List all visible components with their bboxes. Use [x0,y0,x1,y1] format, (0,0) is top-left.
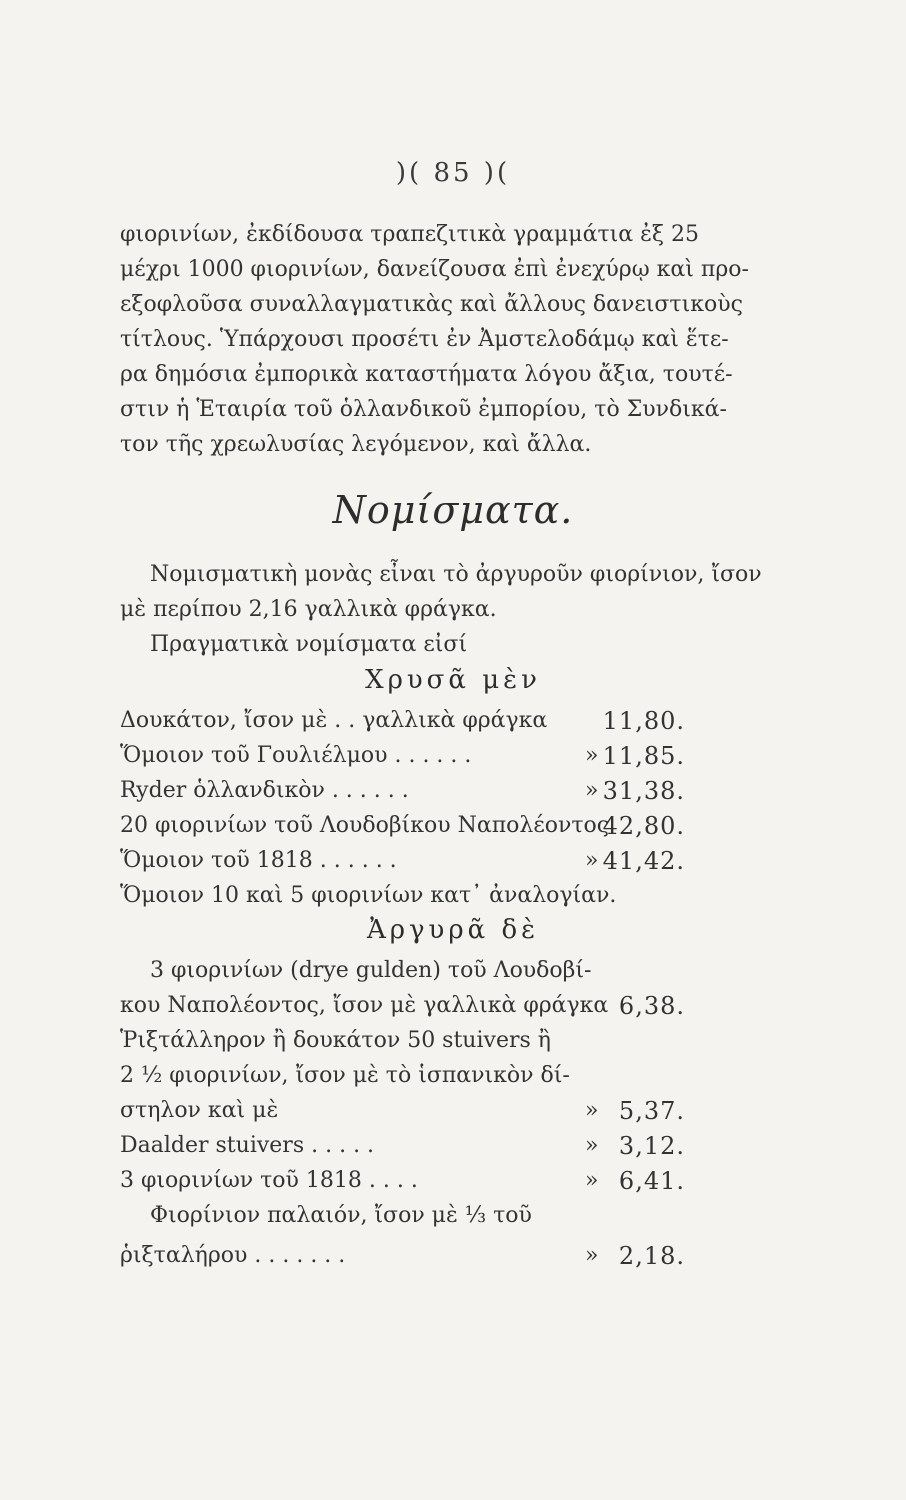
coin-value: 5,37. [618,1097,685,1125]
intro-line: μὲ περίπου 2,16 γαλλικὰ φράγκα. [120,597,497,622]
ditto-mark: » [585,778,599,803]
ditto-mark: » [585,743,599,768]
coin-value: 6,38. [618,992,685,1020]
intro-line: Νομισματικὴ μονὰς εἶναι τὸ ἀργυροῦν φιορίνιον, ἴσον [150,562,762,587]
coin-value: 11,85. [602,742,685,770]
ditto-mark: » [585,848,599,873]
coin-label: ῥιξταλήρου . . . . . . . [120,1243,346,1268]
gold-row [120,880,685,912]
section-title: Νομίσματα. [332,488,574,532]
coin-label: 2 ½ φιορινίων, ἴσον μὲ τὸ ἱσπανικὸν δί- [120,1063,570,1088]
gold-row [120,705,685,737]
coin-label: Δουκάτον, ἴσον μὲ . . γαλλικὰ φράγκα [120,708,548,733]
coin-label: 20 φιορινίων τοῦ Λουδοβίκου Ναπολέοντος [120,813,610,838]
paragraph-line: φιορινίων, ἐκδίδουσα τραπεζιτικὰ γραμμάτια ἐξ 25 [120,222,700,247]
coin-label: 3 φιορινίων (drye gulden) τοῦ Λουδοβί- [150,958,592,983]
silver-row [150,955,685,987]
coin-label: Ὅμοιον τοῦ 1818 . . . . . . [120,848,397,873]
ditto-mark: » [585,1243,599,1268]
coin-value: 42,80. [602,812,685,840]
coin-value: 2,18. [618,1242,685,1270]
paragraph-line: μέχρι 1000 φιορινίων, δανείζουσα ἐπὶ ἐνεχύρῳ καὶ προ- [120,257,749,282]
coin-value: 3,12. [618,1132,685,1160]
gold-row [120,810,685,842]
coin-label: στηλον καὶ μὲ [120,1098,279,1123]
paragraph-line: στιν ἡ Ἑταιρία τοῦ ὁλλανδικοῦ ἐμπορίου, τὸ Συνδικά- [120,397,727,422]
coin-value: 41,42. [602,847,685,875]
silver-row [120,990,685,1022]
coin-label: Daalder stuivers . . . . . [120,1133,375,1158]
coin-label: Φιορίνιον παλαιόν, ἴσον μὲ ⅓ τοῦ [150,1203,532,1228]
coin-label: Ryder ὁλλανδικὸν . . . . . . [120,778,409,803]
gold-heading: Χρυσᾶ μὲν [365,665,541,695]
silver-row [120,1165,685,1197]
page-number: )( 85 )( [395,158,511,188]
gold-row [120,740,685,772]
silver-row [150,1200,685,1232]
coin-value: 6,41. [618,1167,685,1195]
coin-label: Ῥιξτάλληρον ἢ δουκάτον 50 stuivers ἢ [120,1028,551,1053]
gold-row [120,845,685,877]
paragraph-line: ρα δημόσια ἐμπορικὰ καταστήματα λόγου ἄξια, τουτέ- [120,362,733,387]
gold-row [120,775,685,807]
paragraph-line: τίτλους. Ὑπάρχουσι προσέτι ἐν Ἀμστελοδάμῳ καὶ ἕτε- [120,327,729,352]
coin-label: Ὅμοιον 10 καὶ 5 φιορινίων κατ᾽ ἀναλογίαν. [120,883,617,908]
ditto-mark: » [585,1133,599,1158]
silver-row [120,1240,685,1272]
coin-label: 3 φιορινίων τοῦ 1818 . . . . [120,1168,418,1193]
ditto-mark: » [585,1098,599,1123]
coin-value: 11,80. [602,707,685,735]
paragraph-line: τον τῆς χρεωλυσίας λεγόμενον, καὶ ἄλλα. [120,432,592,457]
coin-value: 31,38. [602,777,685,805]
silver-row [120,1060,685,1092]
ditto-mark: » [585,1168,599,1193]
coin-label: κου Ναπολέοντος, ἴσον μὲ γαλλικὰ φράγκα [120,993,609,1018]
silver-row [120,1130,685,1162]
silver-row [120,1025,685,1057]
silver-row [120,1095,685,1127]
paragraph-line: εξοφλοῦσα συναλλαγματικὰς καὶ ἄλλους δανειστικοὺς [120,292,743,317]
silver-heading: Ἀργυρᾶ δὲ [366,915,540,945]
coin-label: Ὅμοιον τοῦ Γουλιέλμου . . . . . . [120,743,472,768]
intro-line: Πραγματικὰ νομίσματα εἰσί [150,632,468,657]
